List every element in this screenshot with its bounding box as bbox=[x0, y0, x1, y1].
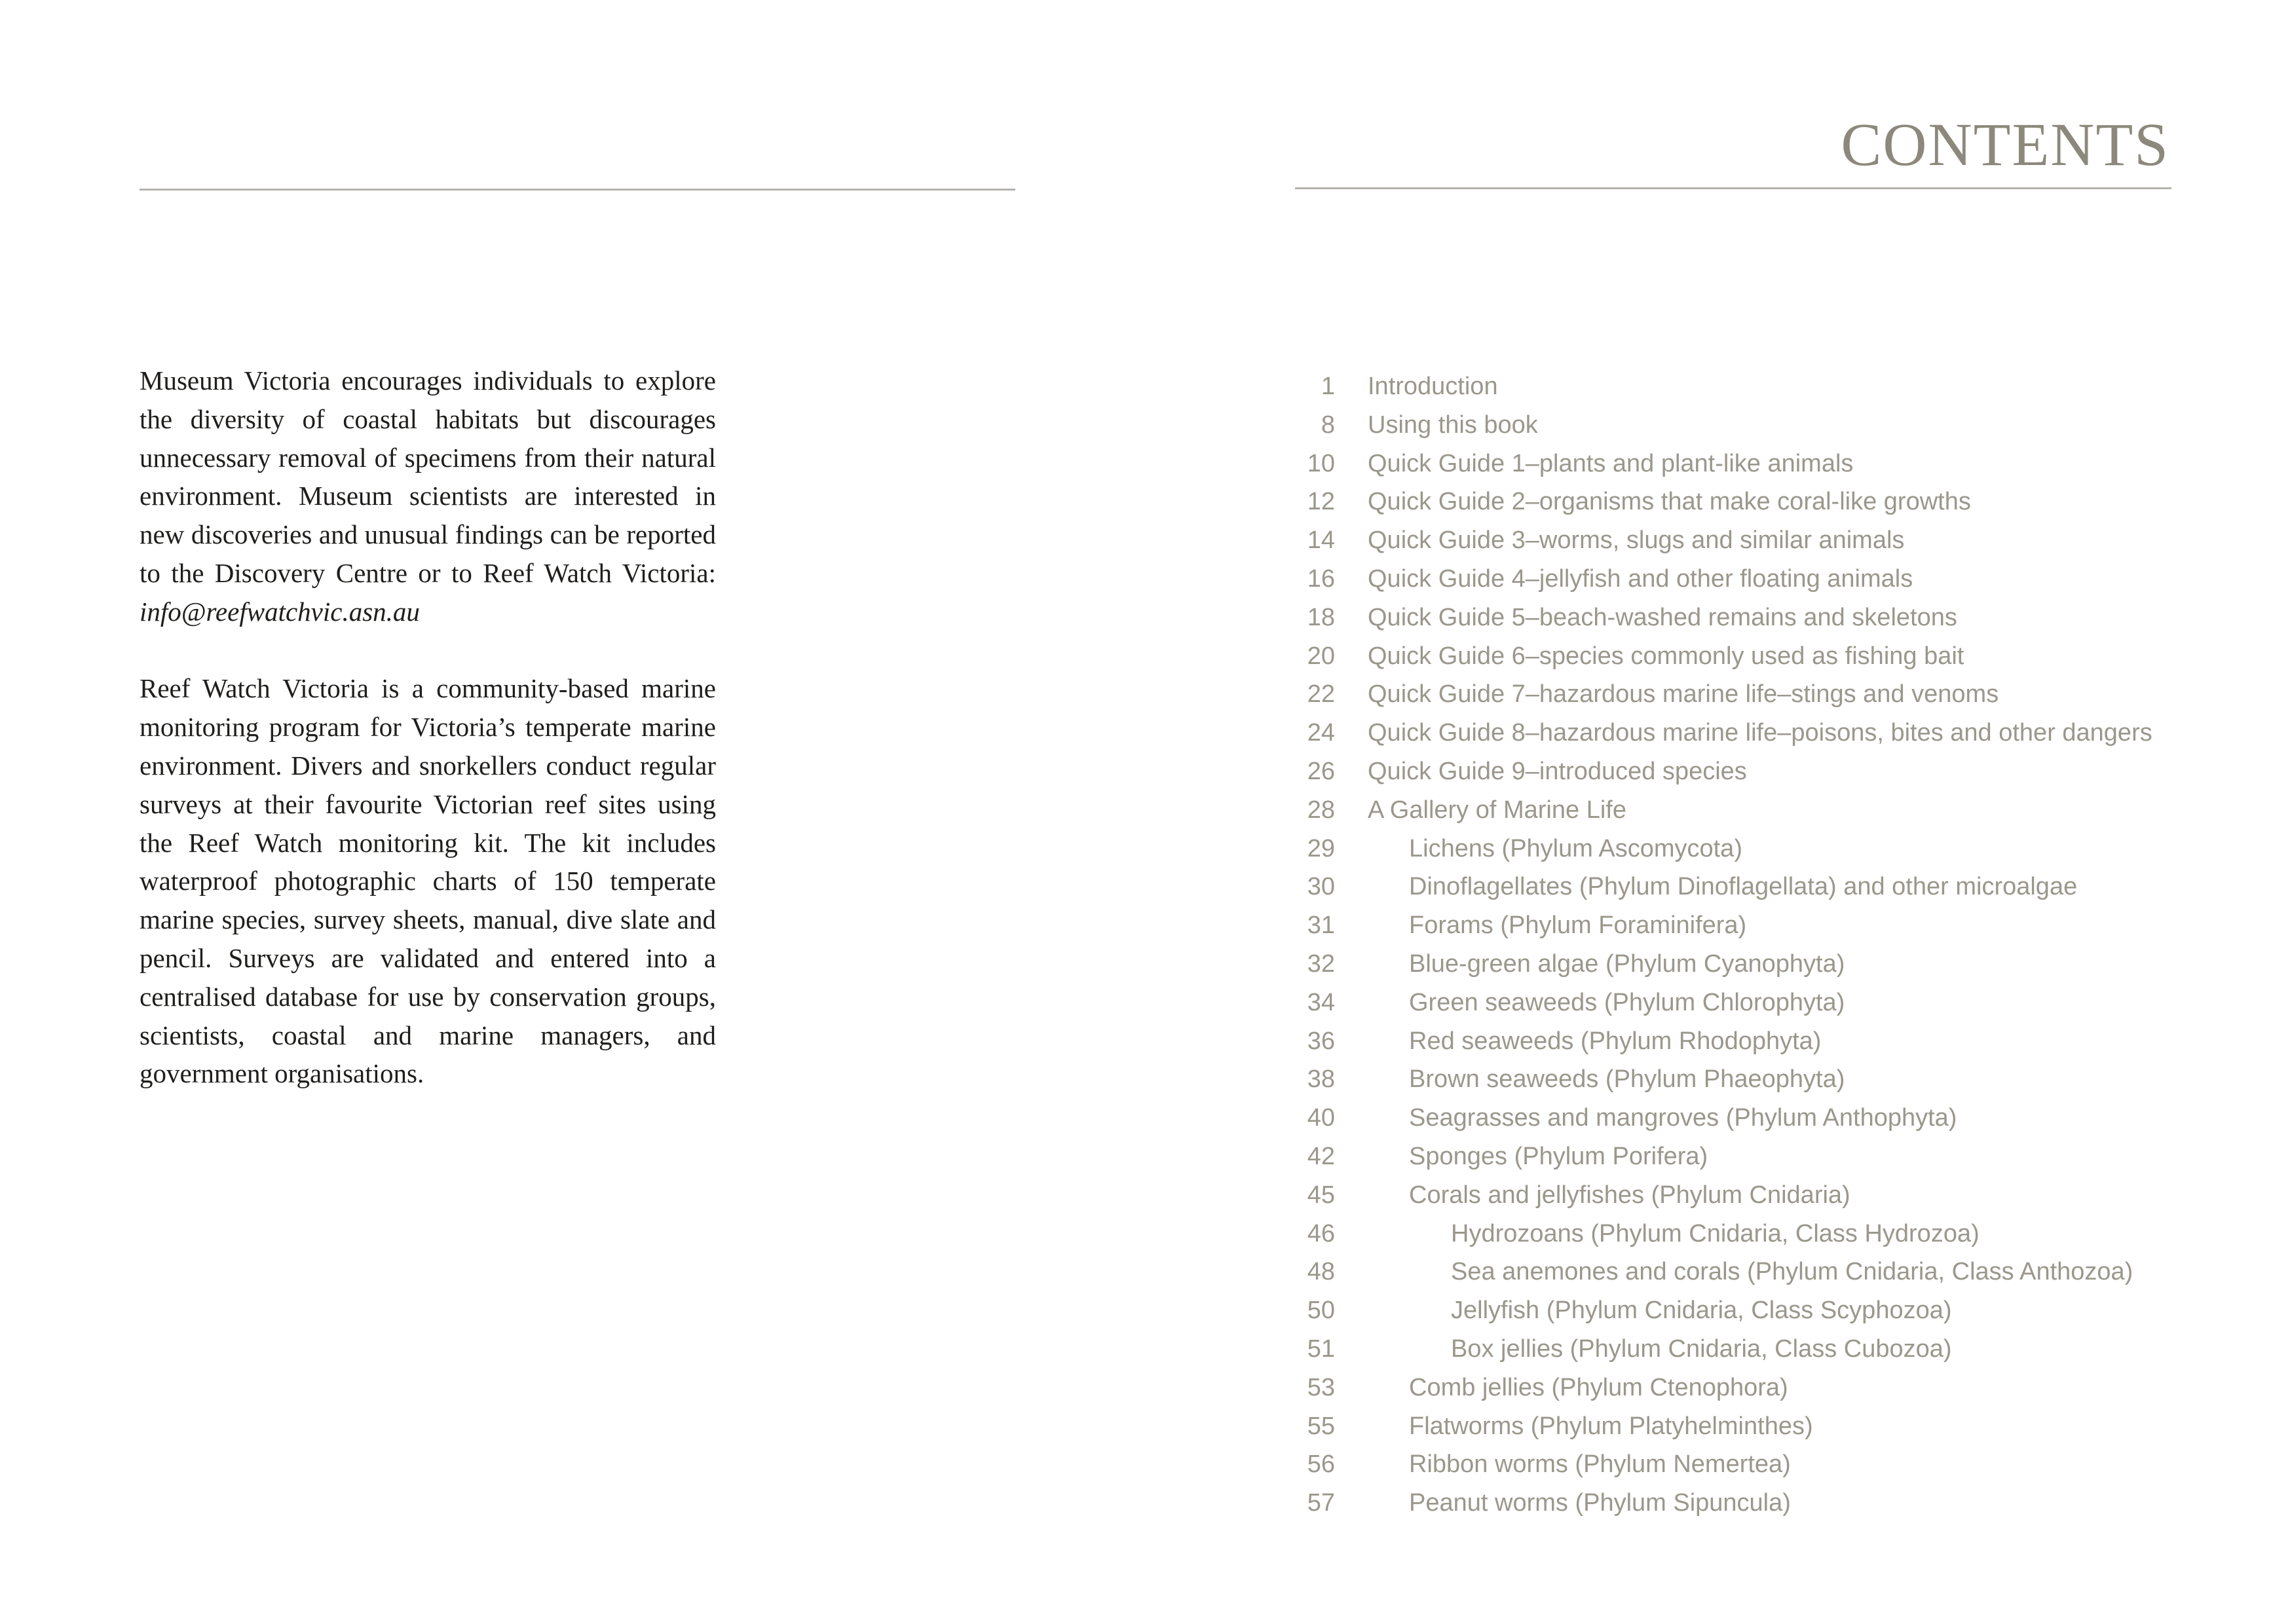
toc-entry-label: Red seaweeds (Phylum Rhodophyta) bbox=[1409, 1027, 1822, 1055]
toc-row bbox=[1277, 830, 2290, 868]
toc-page-number: 57 bbox=[1307, 1489, 1335, 1517]
toc-row bbox=[1277, 1484, 2290, 1522]
toc-entry-label: Ribbon worms (Phylum Nemertea) bbox=[1409, 1450, 1791, 1479]
toc-row bbox=[1277, 791, 2290, 830]
toc-row bbox=[1277, 483, 2290, 521]
toc-page-number: 8 bbox=[1321, 411, 1335, 439]
toc-row bbox=[1277, 445, 2290, 483]
toc-entry-label: Brown seaweeds (Phylum Phaeophyta) bbox=[1409, 1065, 1845, 1094]
toc-row bbox=[1277, 1099, 2290, 1137]
toc-page-number: 30 bbox=[1307, 873, 1335, 901]
toc-entry-label: Comb jellies (Phylum Ctenophora) bbox=[1409, 1373, 1788, 1401]
toc-page-number: 53 bbox=[1307, 1373, 1335, 1401]
toc-row bbox=[1277, 752, 2290, 791]
toc-entry-label: Hydrozoans (Phylum Cnidaria, Class Hydrozoa) bbox=[1451, 1219, 1980, 1247]
toc-entry-label: Jellyfish (Phylum Cnidaria, Class Scyphozoa) bbox=[1451, 1297, 1952, 1325]
toc-entry-label: Flatworms (Phylum Platyhelminthes) bbox=[1409, 1412, 1813, 1440]
toc-page-number: 18 bbox=[1307, 603, 1335, 631]
toc-page-number: 48 bbox=[1307, 1258, 1335, 1286]
toc-row bbox=[1277, 945, 2290, 984]
toc-entry-label: Seagrasses and mangroves (Phylum Anthophyta) bbox=[1409, 1104, 1957, 1132]
toc-row bbox=[1277, 1407, 2290, 1446]
paragraph-museum-victoria-text: Museum Victoria encourages individuals to explore the diversity of coastal habitats but discourages unnecessary removal of specimens from their natural environment. Museum scientists are interested in new discoveries and unusual findings can be reported to the Discovery Centre or to Reef Watch Victoria: bbox=[140, 365, 716, 588]
toc-page-number: 29 bbox=[1307, 834, 1335, 862]
toc-entry-label: Blue-green algae (Phylum Cyanophyta) bbox=[1409, 950, 1845, 978]
toc-row bbox=[1277, 675, 2290, 714]
toc-entry-label: Quick Guide 7–hazardous marine life–stings and venoms bbox=[1368, 680, 1999, 709]
toc-entry-label: Introduction bbox=[1368, 373, 1498, 400]
toc-page-number: 51 bbox=[1307, 1335, 1335, 1363]
toc-page-number: 38 bbox=[1307, 1065, 1335, 1094]
toc-page-number: 42 bbox=[1307, 1142, 1335, 1170]
toc-row bbox=[1277, 1215, 2290, 1253]
toc-entry-label: Corals and jellyfishes (Phylum Cnidaria) bbox=[1409, 1181, 1850, 1209]
toc-row bbox=[1277, 906, 2290, 945]
toc-row bbox=[1277, 1176, 2290, 1215]
toc-row bbox=[1277, 1022, 2290, 1061]
toc-page-number: 20 bbox=[1307, 642, 1335, 670]
toc-entry-label: Dinoflagellates (Phylum Dinoflagellata) and other microalgae bbox=[1409, 873, 2078, 901]
toc-page-number: 40 bbox=[1307, 1104, 1335, 1132]
toc-page-number: 28 bbox=[1307, 796, 1335, 824]
toc-entry-label: Sponges (Phylum Porifera) bbox=[1409, 1142, 1708, 1170]
toc-page-number: 14 bbox=[1307, 526, 1335, 555]
toc-entry-label: Peanut worms (Phylum Sipuncula) bbox=[1409, 1489, 1791, 1517]
toc-entry-label: Quick Guide 5–beach-washed remains and skeletons bbox=[1368, 603, 1957, 631]
toc-page-number: 46 bbox=[1307, 1219, 1335, 1247]
toc-entry-label: A Gallery of Marine Life bbox=[1368, 796, 1626, 824]
toc-page-number: 26 bbox=[1307, 757, 1335, 785]
toc-page-number: 36 bbox=[1307, 1027, 1335, 1055]
toc-row bbox=[1277, 1253, 2290, 1291]
toc-row bbox=[1277, 984, 2290, 1022]
toc-page-number: 50 bbox=[1307, 1297, 1335, 1325]
toc-page-number: 12 bbox=[1307, 488, 1335, 516]
toc-row bbox=[1277, 714, 2290, 752]
toc-entry-label: Forams (Phylum Foraminifera) bbox=[1409, 912, 1747, 940]
toc-row bbox=[1277, 406, 2290, 445]
toc-row bbox=[1277, 367, 2290, 406]
toc-page-number: 56 bbox=[1307, 1450, 1335, 1479]
toc-entry-label: Quick Guide 3–worms, slugs and similar animals bbox=[1368, 526, 1905, 555]
left-page-text-block bbox=[140, 361, 716, 1093]
toc-row bbox=[1277, 1445, 2290, 1484]
toc-page-number: 45 bbox=[1307, 1181, 1335, 1209]
toc-page-number: 24 bbox=[1307, 719, 1335, 747]
toc-row bbox=[1277, 599, 2290, 637]
toc-row bbox=[1277, 1291, 2290, 1330]
paragraph-museum-victoria bbox=[140, 361, 716, 631]
toc-entry-label: Quick Guide 8–hazardous marine life–poisons, bites and other dangers bbox=[1368, 719, 2152, 747]
toc-row bbox=[1277, 1137, 2290, 1176]
toc-page-number: 31 bbox=[1307, 912, 1335, 940]
toc-row bbox=[1277, 1369, 2290, 1407]
left-page-rule bbox=[140, 189, 1015, 191]
toc-entry-label: Quick Guide 9–introduced species bbox=[1368, 757, 1747, 785]
toc-list bbox=[1277, 367, 2290, 1522]
toc-page-number: 10 bbox=[1307, 449, 1335, 477]
toc-row bbox=[1277, 521, 2290, 560]
toc-page-number: 34 bbox=[1307, 988, 1335, 1016]
toc-page-number: 32 bbox=[1307, 950, 1335, 978]
toc-page-number: 1 bbox=[1321, 373, 1335, 400]
toc-page-number: 16 bbox=[1307, 564, 1335, 593]
toc-entry-label: Quick Guide 1–plants and plant-like animals bbox=[1368, 449, 1854, 477]
toc-entry-label: Box jellies (Phylum Cnidaria, Class Cubozoa) bbox=[1451, 1335, 1952, 1363]
toc-row bbox=[1277, 1060, 2290, 1099]
right-page-rule bbox=[1295, 187, 2171, 189]
toc-entry-label: Sea anemones and corals (Phylum Cnidaria, Class Anthozoa) bbox=[1451, 1258, 2133, 1286]
toc-entry-label: Quick Guide 6–species commonly used as fishing bait bbox=[1368, 642, 1964, 670]
toc-entry-label: Quick Guide 4–jellyfish and other floating animals bbox=[1368, 564, 1913, 593]
toc-page-number: 55 bbox=[1307, 1412, 1335, 1440]
toc-entry-label: Quick Guide 2–organisms that make coral-like growths bbox=[1368, 488, 1971, 516]
toc-row bbox=[1277, 637, 2290, 676]
paragraph-reef-watch: Reef Watch Victoria is a community-based marine monitoring program for Victoria’s temperate marine environment. Divers and snorkellers conduct regular surveys at their favourite Victorian reef sites using the Reef Watch monitoring kit. The kit includes waterproof photographic charts of 150 temperate marine species, survey sheets, manual, dive slate and pencil. Surveys are validated and entered into a centralised database for use by conservation groups, scientists, coastal and marine managers, and government organisations. bbox=[140, 673, 716, 1089]
email-address: info@reefwatchvic.asn.au bbox=[140, 596, 420, 627]
toc-entry-label: Using this book bbox=[1368, 411, 1538, 439]
toc-row bbox=[1277, 560, 2290, 599]
page-title: CONTENTS bbox=[1841, 111, 2169, 179]
toc-row bbox=[1277, 1330, 2290, 1369]
toc-page-number: 22 bbox=[1307, 680, 1335, 709]
toc-row bbox=[1277, 868, 2290, 906]
toc-entry-label: Lichens (Phylum Ascomycota) bbox=[1409, 834, 1742, 862]
toc-entry-label: Green seaweeds (Phylum Chlorophyta) bbox=[1409, 988, 1845, 1016]
